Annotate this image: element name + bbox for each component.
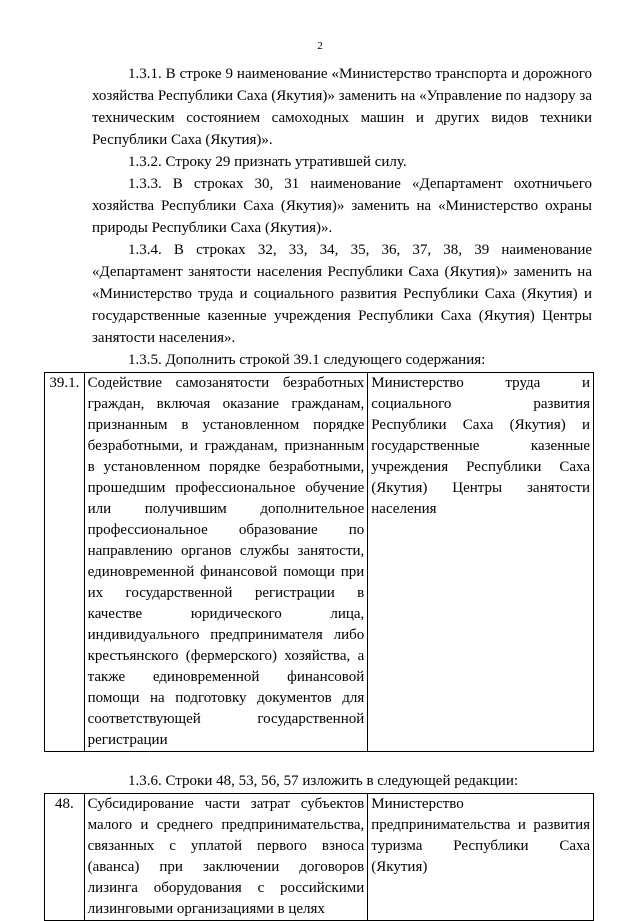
paragraph-1-3-3: 1.3.3. В строках 30, 31 наименование «Департамент охотничьего хозяйства Республики Саха (Якутия)» заменить на «Министерство охраны природы Республики Саха (Якутия)». [92, 176, 592, 236]
table-row-39-1 [44, 372, 594, 752]
paragraph-1-3-6: 1.3.6. Строки 48, 53, 56, 57 изложить в следующей редакции: [128, 773, 519, 789]
table-row [45, 794, 594, 921]
paragraph-1-3-5: 1.3.5. Дополнить строкой 39.1 следующего содержания: [128, 352, 486, 368]
row-organization-cell: Министерство труда и социального развития Республики Саха (Якутия) и государственные казенные учреждения Республики Саха (Якутия) Центры занятости населения [368, 373, 594, 752]
document-body [49, 63, 592, 921]
row-description-cell: Содействие самозанятости безработных граждан, включая оказание гражданам, признанным в установленном порядке безработными, и гражданам, признанным в установленном порядке безработными, прошедшим профессиональное обучение или получившим дополнительное профессиональное образование по направлению органов службы занятости, единовременной финансовой помощи при их государственной регистрации в качестве юридического лица, индивидуального предпринимателя либо крестьянского (фермерского) хозяйства, а также единовременной финансовой помощи на подготовку документов для соответствующей государственной регистрации [84, 373, 368, 752]
page-number: 2 [317, 40, 323, 52]
paragraph-1-3-4: 1.3.4. В строках 32, 33, 34, 35, 36, 37, 38, 39 наименование «Департамент занятости населения Республики Саха (Якутия)» заменить на «Министерство труда и социального развития Республики Саха (Якутия) и государственные казенные учреждения Республики Саха (Якутия) Центры занятости населения». [92, 242, 592, 346]
row-number-cell: 39.1. [45, 373, 85, 752]
row-number-cell: 48. [45, 794, 85, 921]
paragraph-1-3-2: 1.3.2. Строку 29 признать утратившей силу. [128, 154, 407, 170]
row-description-cell: Субсидирование части затрат субъектов малого и среднего предпринимательства, связанных с уплатой первого взноса (аванса) при заключении договоров лизинга оборудования с российскими лизинговыми организациями в целях [84, 794, 368, 921]
table-row-48 [44, 793, 594, 921]
table-row [45, 373, 594, 752]
paragraph-1-3-1: 1.3.1. В строке 9 наименование «Министерство транспорта и дорожного хозяйства Республики Саха (Якутия)» заменить на «Управление по надзору за техническим состоянием самоходных машин и других видов техники Республики Саха (Якутия)». [92, 66, 592, 148]
row-organization-cell: Министерство предпринимательства и развития туризма Республики Саха (Якутия) [368, 794, 594, 921]
